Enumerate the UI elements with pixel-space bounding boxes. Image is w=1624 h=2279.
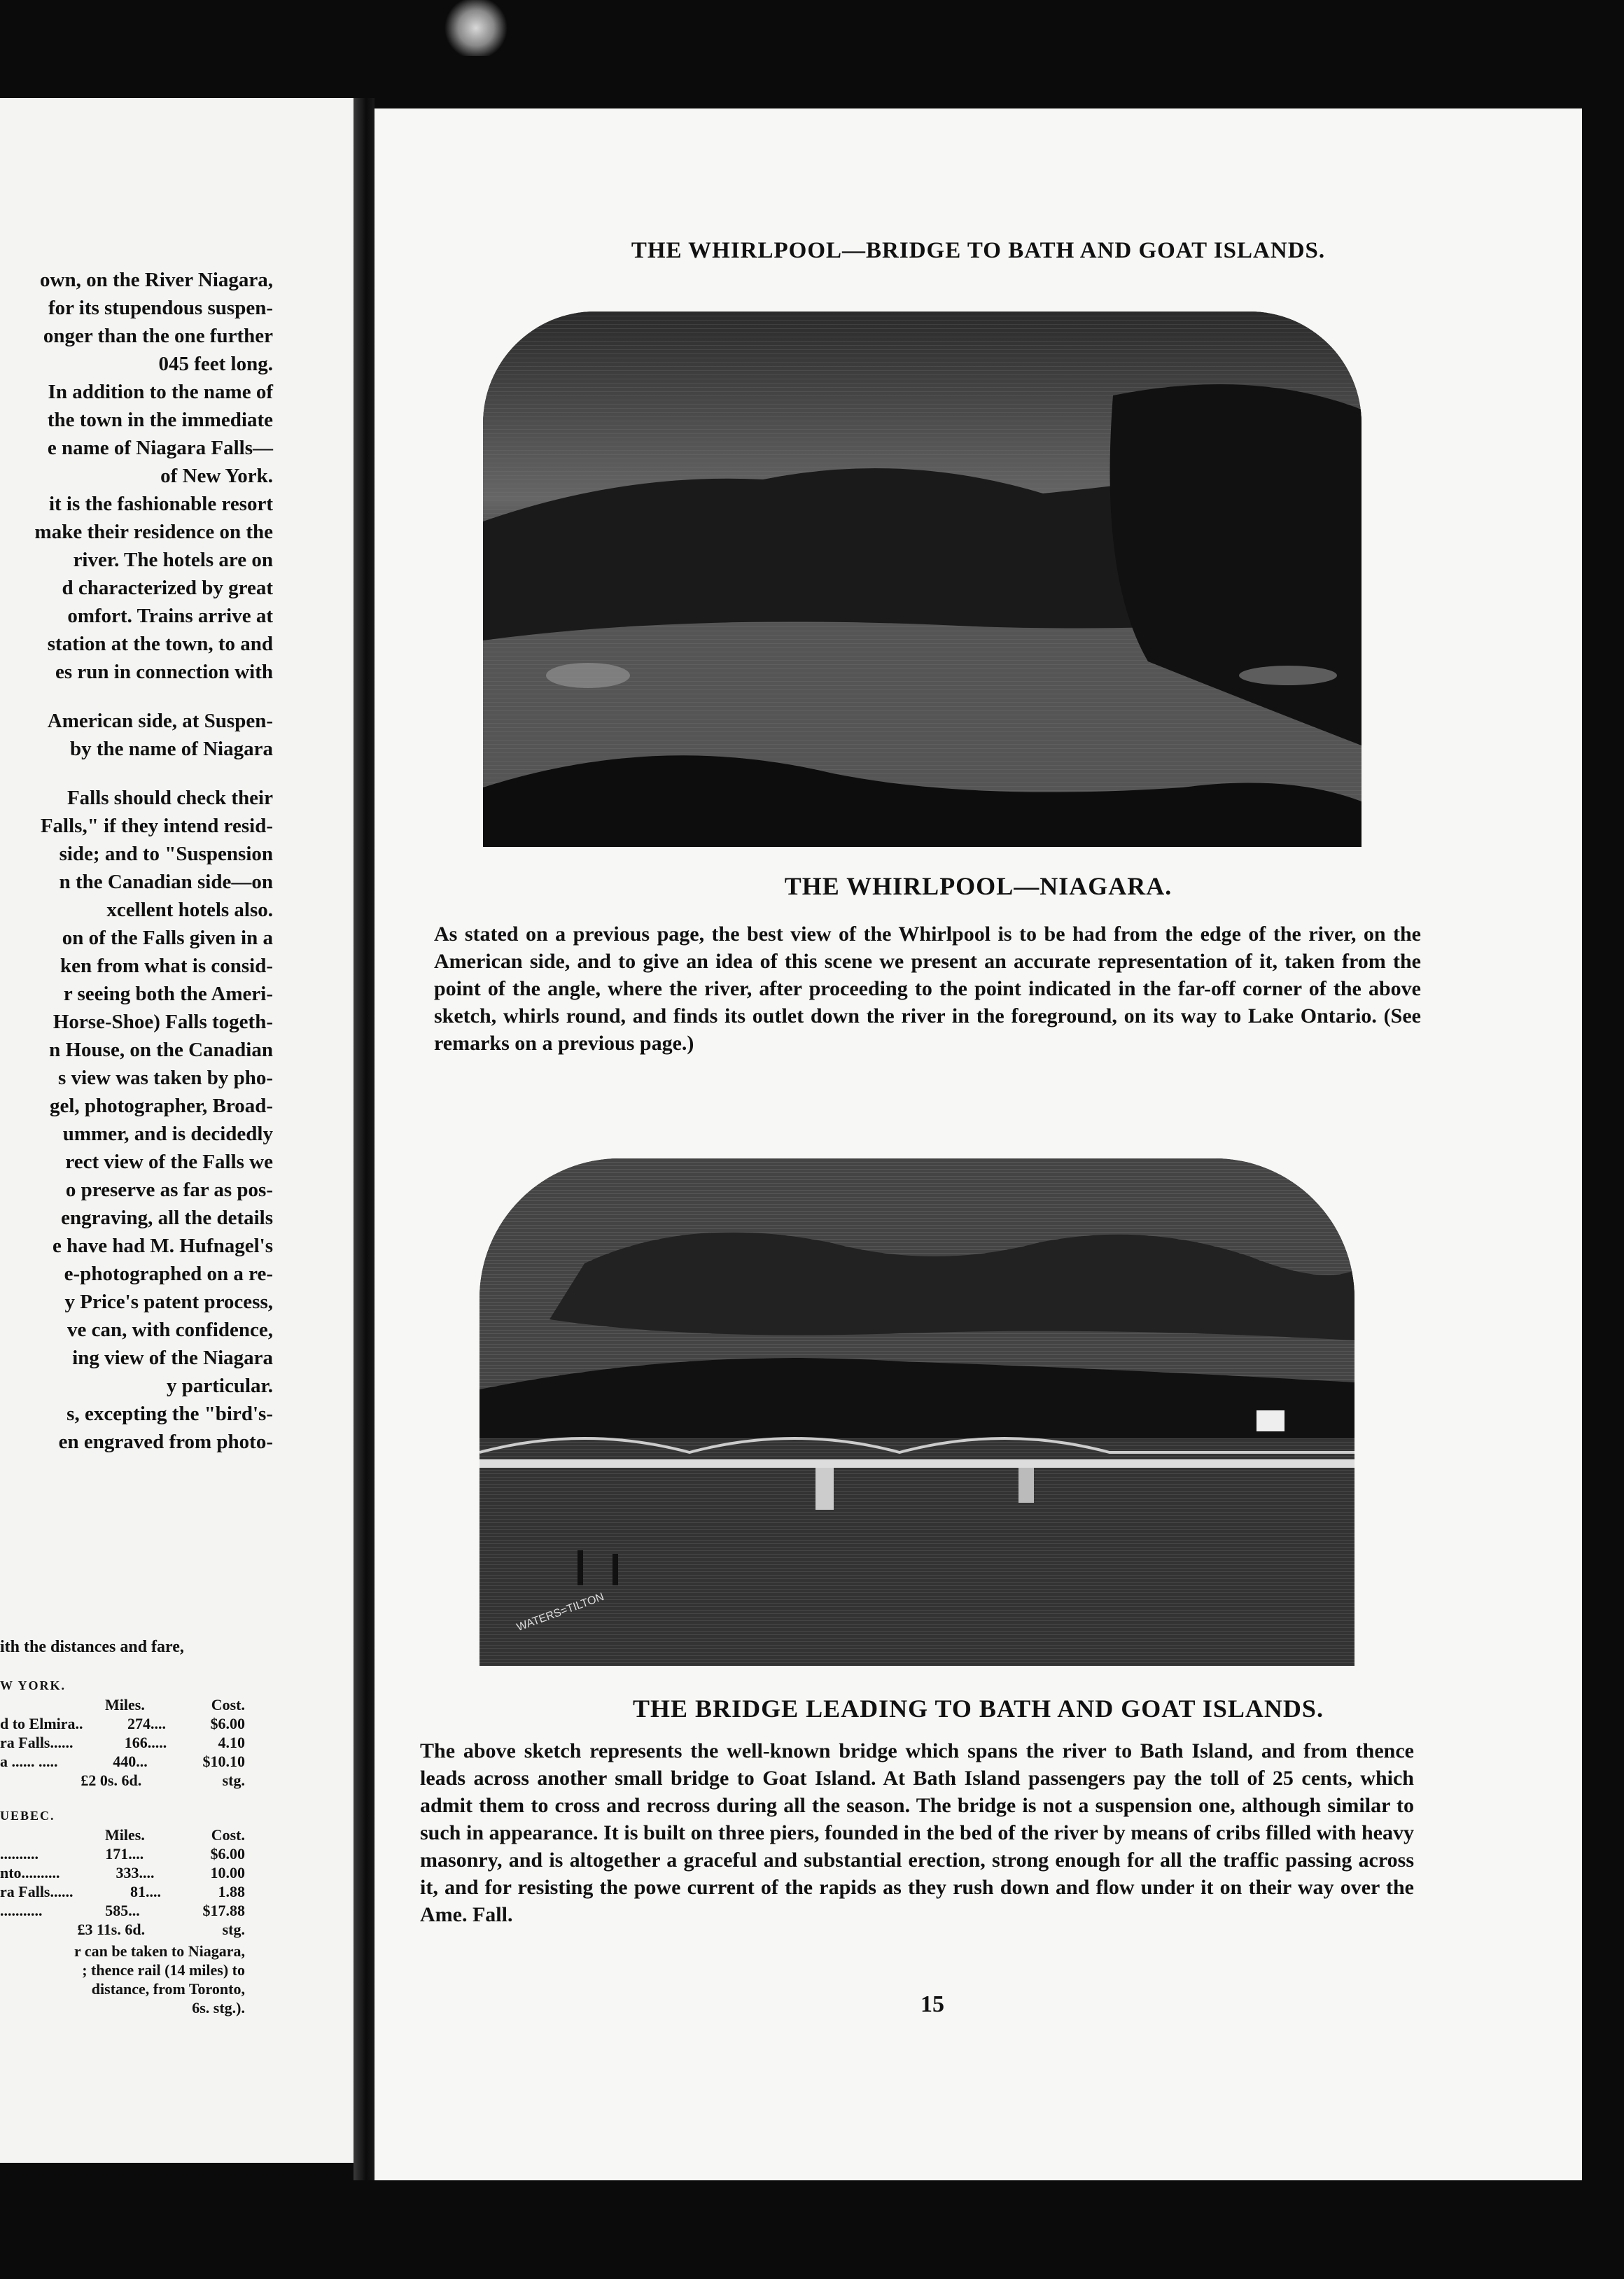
text-line: 6s. stg.). bbox=[192, 1999, 245, 2017]
table-row bbox=[0, 1752, 245, 1771]
text-line: ummer, and is decidedly bbox=[62, 1123, 273, 1145]
table-cell-miles: 274.... bbox=[127, 1715, 167, 1732]
table-cell-miles: 166..... bbox=[124, 1734, 167, 1751]
table-cell-cost: 4.10 bbox=[218, 1734, 245, 1751]
table-cell-place: a ...... ..... bbox=[0, 1753, 58, 1770]
text-line: onger than the one further bbox=[43, 325, 273, 347]
table-cell-place: ra Falls...... bbox=[0, 1883, 74, 1900]
table-cell-cost: 10.00 bbox=[210, 1864, 245, 1881]
table-cell-miles: £2 0s. 6d. bbox=[80, 1772, 142, 1789]
table-row bbox=[0, 1863, 245, 1882]
text-line: Falls," if they intend resid- bbox=[40, 815, 273, 837]
text-line: engraving, all the details bbox=[61, 1207, 273, 1229]
text-line: e name of Niagara Falls— bbox=[47, 437, 273, 459]
table-cell-miles: 81.... bbox=[130, 1883, 161, 1900]
table-row bbox=[0, 1901, 245, 1920]
section-heading: UEBEC. bbox=[0, 1809, 55, 1823]
table-cell-place: ........... bbox=[0, 1902, 43, 1919]
table-cell-cost: $6.00 bbox=[210, 1845, 245, 1863]
text-line: ve can, with confidence, bbox=[67, 1319, 273, 1341]
text-line: ken from what is consid- bbox=[60, 955, 273, 977]
text-line: r can be taken to Niagara, bbox=[74, 1942, 245, 1960]
text-line: y particular. bbox=[167, 1375, 273, 1397]
whirlpool-caption: THE WHIRLPOOL—NIAGARA. bbox=[784, 872, 1172, 900]
text-line: s view was taken by pho- bbox=[58, 1067, 273, 1089]
text-line: ; thence rail (14 miles) to bbox=[82, 1961, 245, 1979]
table-cell-cost: 1.88 bbox=[218, 1883, 245, 1900]
text-line: Falls should check their bbox=[66, 787, 273, 809]
text-line: the town in the immediate bbox=[47, 409, 273, 431]
text-line: it is the fashionable resort bbox=[48, 493, 273, 515]
table-cell-place: d to Elmira.. bbox=[0, 1715, 83, 1732]
text-line: ing view of the Niagara bbox=[72, 1347, 273, 1369]
text-line: omfort. Trains arrive at bbox=[67, 605, 273, 627]
table-cell-miles: £3 11s. 6d. bbox=[77, 1921, 146, 1938]
whirlpool-description: As stated on a previous page, the best view of the Whirlpool is to be had from the edge of the river, on the American side, and to give an idea of this scene we present an accurate representation of it, taken from the point of the angle, where the river, after proceeding to the point indicated in the far-off corner of the above sketch, whirls round, and finds its outlet down the river in the foreground, on its way to Lake Ontario. (See remarks on a previous page.) bbox=[434, 923, 1421, 1055]
distance-table bbox=[0, 1638, 245, 2017]
table-cell-cost: $17.88 bbox=[202, 1902, 245, 1919]
table-cell-miles: 333.... bbox=[115, 1864, 155, 1881]
whirlpool-engraving bbox=[483, 311, 1362, 847]
scan-artifact bbox=[441, 0, 511, 56]
table-cell-miles: 440... bbox=[113, 1753, 148, 1770]
text-line: 045 feet long. bbox=[158, 353, 273, 375]
table-cell-place: .......... bbox=[0, 1845, 38, 1863]
table-row bbox=[0, 1771, 245, 1790]
text-line: Horse-Shoe) Falls togeth- bbox=[52, 1011, 273, 1033]
text-line: river. The hotels are on bbox=[73, 549, 273, 571]
text-line: In addition to the name of bbox=[48, 381, 273, 403]
text-line: n the Canadian side—on bbox=[59, 871, 273, 893]
table-row bbox=[0, 1844, 245, 1863]
text-line: r seeing both the Ameri- bbox=[63, 983, 273, 1005]
text-line: station at the town, to and bbox=[47, 633, 273, 655]
table-cell-cost: $10.10 bbox=[202, 1753, 245, 1770]
text-line: make their residence on the bbox=[34, 521, 273, 543]
text-line: es run in connection with bbox=[55, 661, 273, 683]
left-page bbox=[0, 98, 354, 2163]
table-header: Miles. Cost. bbox=[105, 1826, 245, 1844]
table-header: Miles. Cost. bbox=[105, 1696, 245, 1713]
text-line: by the name of Niagara bbox=[70, 738, 273, 760]
text-line: distance, from Toronto, bbox=[91, 1980, 245, 1998]
text-line: for its stupendous suspen- bbox=[48, 297, 273, 319]
text-line: of New York. bbox=[160, 465, 273, 487]
text-line: d characterized by great bbox=[62, 577, 273, 599]
table-row bbox=[0, 1882, 245, 1901]
table-cell-place: nto.......... bbox=[0, 1864, 60, 1881]
table-cell-cost: stg. bbox=[222, 1772, 245, 1789]
text-line: gel, photographer, Broad- bbox=[49, 1095, 273, 1117]
book-gutter bbox=[354, 98, 374, 2180]
running-head: THE WHIRLPOOL—BRIDGE TO BATH AND GOAT ISLANDS. bbox=[631, 238, 1326, 263]
right-page bbox=[374, 108, 1582, 2180]
table-cell-cost: $6.00 bbox=[210, 1715, 245, 1732]
table-row bbox=[0, 1714, 245, 1733]
text-line: n House, on the Canadian bbox=[49, 1039, 273, 1061]
page-number: 15 bbox=[920, 1991, 944, 2017]
text-line: on of the Falls given in a bbox=[62, 927, 273, 949]
table-cell-miles: 585... bbox=[105, 1902, 140, 1919]
table-cell-cost: stg. bbox=[222, 1921, 245, 1938]
table-cell-miles: 171.... bbox=[105, 1845, 144, 1863]
text-line: xcellent hotels also. bbox=[106, 899, 273, 921]
text-line: o preserve as far as pos- bbox=[65, 1179, 273, 1201]
text-line: e-photographed on a re- bbox=[64, 1263, 273, 1285]
text-line: s, excepting the "bird's- bbox=[66, 1403, 273, 1425]
table-row bbox=[0, 1733, 245, 1752]
bridge-description: The above sketch represents the well-known bridge which spans the river to Bath Island, and from thence leads across another small bridge to Goat Island. At Bath Island passengers pay the toll of 25 cents, which admit them to cross and recross during all the season. The bridge is not a suspension one, although similar to such in appearance. It is built on three piers, founded in the bed of the river by means of cribs filled with heavy masonry, and is altogether a graceful and substantial erection, strong enough for all the traffic passing across it, and for resisting the powe current of the rapids as they rush down and flow under it on their way over the Ame. Fall. bbox=[420, 1739, 1414, 1926]
table-cell-place: ra Falls...... bbox=[0, 1734, 74, 1751]
bridge-engraving bbox=[479, 1158, 1354, 1666]
section-heading: W YORK. bbox=[0, 1678, 66, 1692]
bridge-caption: THE BRIDGE LEADING TO BATH AND GOAT ISLANDS. bbox=[633, 1695, 1324, 1723]
text-line: en engraved from photo- bbox=[58, 1431, 273, 1453]
text-line: y Price's patent process, bbox=[64, 1291, 273, 1313]
left-page-text bbox=[0, 266, 273, 1456]
distances-intro: ith the distances and fare, bbox=[0, 1638, 184, 1656]
text-line: e have had M. Hufnagel's bbox=[52, 1235, 273, 1257]
table-row bbox=[0, 1920, 245, 1939]
text-line: American side, at Suspen- bbox=[47, 710, 273, 732]
text-line: own, on the River Niagara, bbox=[40, 269, 273, 291]
engraver-signature: WATERS=TILTON bbox=[514, 1591, 606, 1634]
text-line: rect view of the Falls we bbox=[65, 1151, 273, 1173]
text-line: side; and to "Suspension bbox=[59, 843, 273, 865]
